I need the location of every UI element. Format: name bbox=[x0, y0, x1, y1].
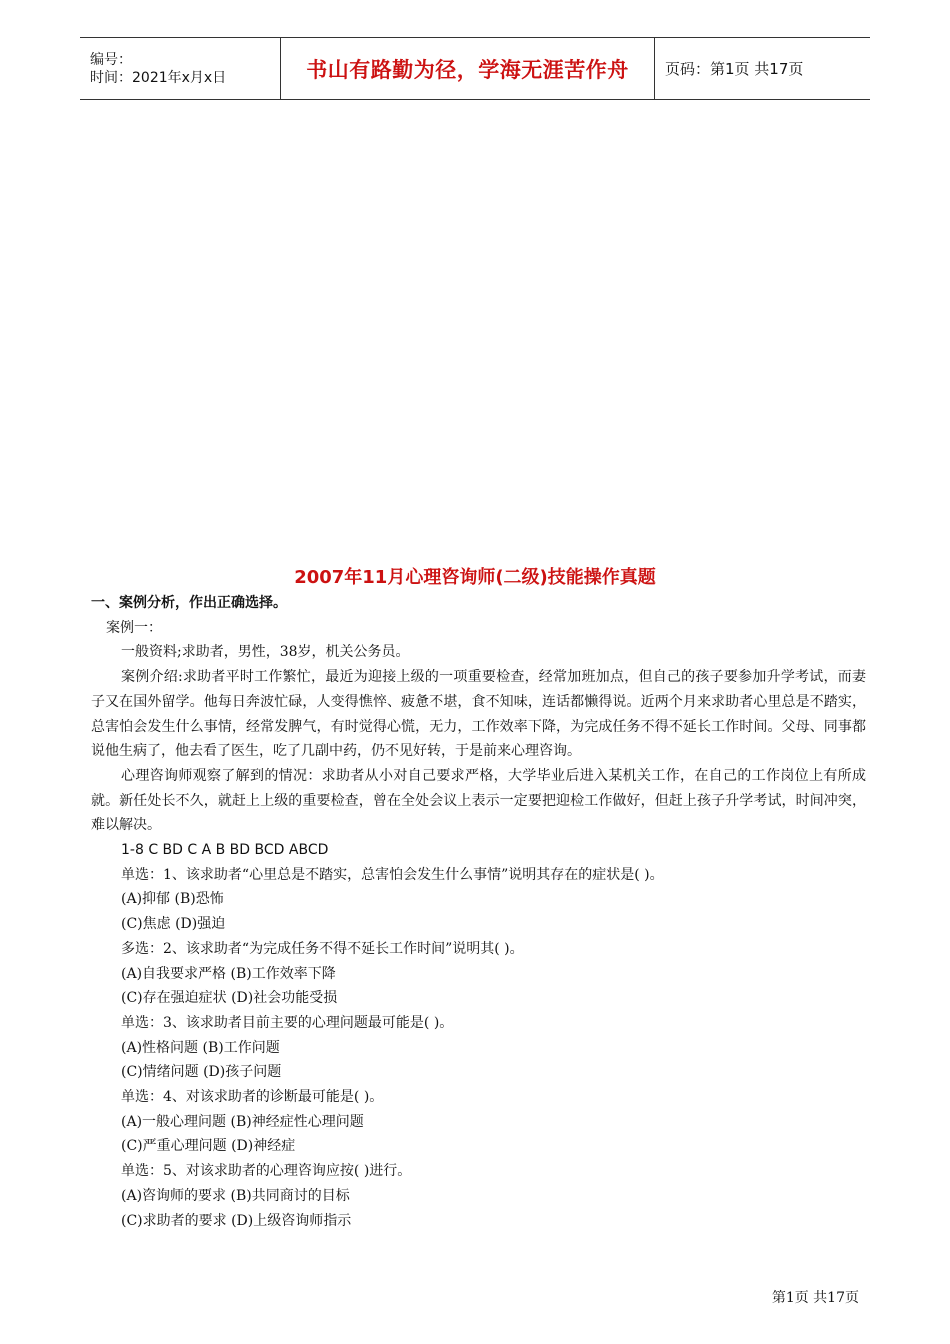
header-meta bbox=[80, 38, 281, 99]
header-motto-cell bbox=[281, 38, 655, 99]
question-stem: 单选：4、对该求助者的诊断最可能是( )。 bbox=[121, 1089, 384, 1106]
question-options: (A)咨询师的要求 (B)共同商讨的目标 bbox=[121, 1187, 350, 1204]
question-options: (A)抑郁 (B)恐怖 bbox=[121, 891, 224, 908]
question-options: (C)情绪问题 (D)孩子问题 bbox=[121, 1064, 282, 1081]
counselor-observation: 心理咨询师观察了解到的情况：求助者从小对自己要求严格，大学毕业后进入某机关工作，在自己的工作岗位上有所成就。新任处长不久，就赶上上级的重要检查，曾在全处会议上表示一定要把迎检工作做好，但赶上孩子升学考试，时间冲突，难以解决。 bbox=[91, 767, 866, 834]
case-intro: 案例介绍:求助者平时工作繁忙，最近为迎接上级的一项重要检查，经常加班加点，但自己的孩子要参加升学考试，而妻子又在国外留学。他每日奔波忙碌，人变得憔悴、疲惫不堪，食不知味，连话都懒得说。近两个月来求助者心里总是不踏实，总害怕会发生什么事情，经常发脾气，有时觉得心慌，无力，工作效率下降，为完成任务不得不延长工作时间。父母、同事都说他生病了，他去看了医生，吃了几副中药，仍不见好转，于是前来心理咨询。 bbox=[91, 669, 866, 760]
case-label: 案例一： bbox=[106, 619, 162, 636]
header-page-info: 页码：第1页 共17页 bbox=[665, 60, 804, 78]
question-options: (A)一般心理问题 (B)神经症性心理问题 bbox=[121, 1113, 364, 1130]
question-options: (C)严重心理问题 (D)神经症 bbox=[121, 1138, 296, 1155]
page-footer: 第1页 共17页 bbox=[771, 1290, 859, 1306]
question-stem: 单选：5、对该求助者的心理咨询应按( )进行。 bbox=[121, 1163, 412, 1180]
question-options: (C)焦虑 (D)强迫 bbox=[121, 916, 226, 933]
answer-key: 1-8 C BD C A B BD BCD ABCD bbox=[121, 842, 329, 859]
question-options: (C)求助者的要求 (D)上级咨询师指示 bbox=[121, 1212, 352, 1229]
question-options: (A)自我要求严格 (B)工作效率下降 bbox=[121, 965, 336, 982]
time-label: 时间：2021年x月x日 bbox=[90, 69, 227, 86]
question-stem: 单选：3、该求助者目前主要的心理问题最可能是( )。 bbox=[121, 1014, 454, 1031]
general-info: 一般资料;求助者，男性，38岁，机关公务员。 bbox=[121, 644, 410, 661]
header-motto: 书山有路勤为径，学海无涯苦作舟 bbox=[306, 57, 629, 82]
question-options: (A)性格问题 (B)工作问题 bbox=[121, 1039, 280, 1056]
number-label: 编号： bbox=[90, 51, 132, 68]
section-heading: 一、案例分析，作出正确选择。 bbox=[91, 595, 287, 611]
page-header bbox=[80, 37, 870, 100]
question-options: (C)存在强迫症状 (D)社会功能受损 bbox=[121, 990, 338, 1007]
question-stem: 多选：2、该求助者“为完成任务不得不延长工作时间”说明其( )。 bbox=[121, 940, 524, 957]
document-title: 2007年11月心理咨询师(二级)技能操作真题 bbox=[294, 567, 656, 588]
question-stem: 单选：1、该求助者“心里总是不踏实，总害怕会发生什么事情”说明其存在的症状是( )。 bbox=[121, 866, 664, 883]
document-body bbox=[91, 591, 866, 1233]
